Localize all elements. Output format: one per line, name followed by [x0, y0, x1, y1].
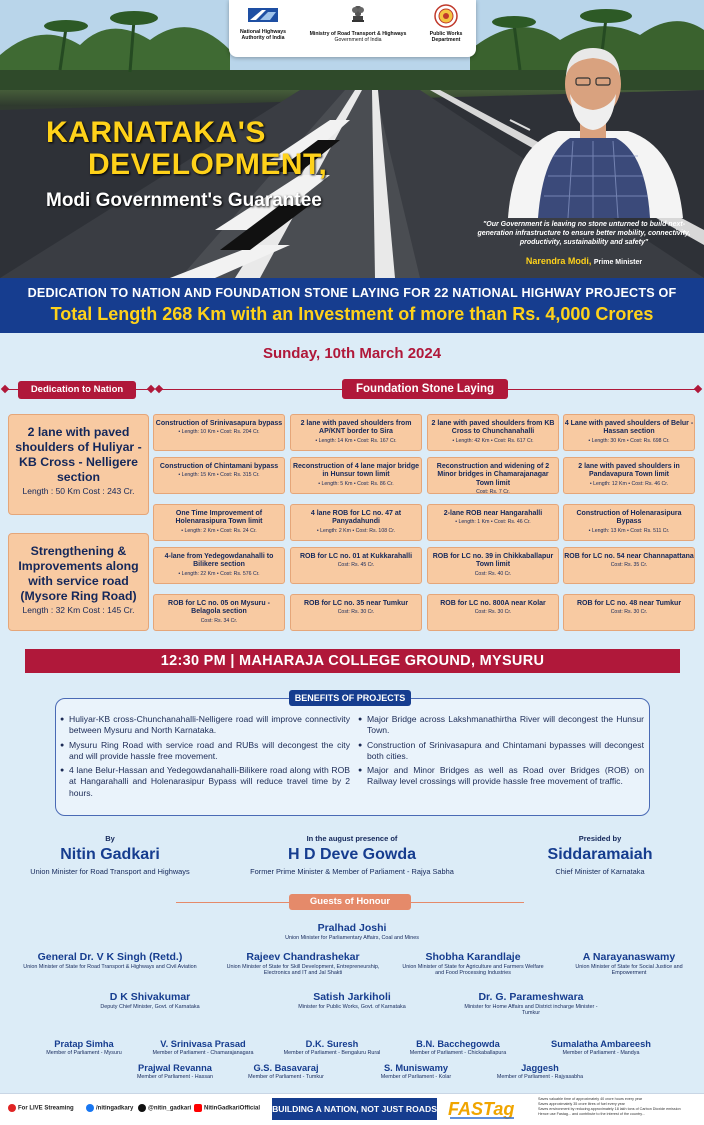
- guest-name: Rajeev Chandrashekar: [246, 951, 360, 963]
- guest-role: Union Minister of State for Skill Development, Entrepreneurship, Electronics and IT and Jal Shakti: [226, 964, 380, 977]
- guest-name: General Dr. V K Singh (Retd.): [37, 951, 183, 963]
- fastag-logo: [444, 1096, 536, 1122]
- guest-entry: [272, 991, 432, 1010]
- headline-title: [46, 117, 327, 181]
- foundation-title: 2-lane ROB near Hangarahalli: [443, 510, 543, 517]
- event-date: Sunday, 10th March 2024: [262, 345, 442, 362]
- twitter-handle: @nitin_gadkari: [148, 1105, 192, 1112]
- benefit-item: ● Construction of Srinivasapura and Chintamani bypasses will decongest both cities.: [358, 740, 644, 763]
- guest-name: Dr. G. Parameshwara: [478, 991, 584, 1003]
- guest-role: Member of Parliament - Chickaballapura: [409, 1050, 507, 1056]
- foundation-card: [563, 414, 695, 451]
- morth-sub: Government of India: [334, 37, 382, 43]
- karnataka-seal-icon: [434, 4, 458, 28]
- foundation-title: ROB for LC no. 54 near Channapattana: [564, 553, 694, 560]
- dignitary-kicker: In the august presence of: [306, 834, 398, 843]
- nhai-logo: [233, 4, 293, 41]
- foundation-card: [153, 547, 285, 584]
- dignitary-role: Chief Minister of Karnataka: [555, 867, 645, 876]
- benefit-item: ● Huliyar-KB cross-Chunchanahalli-Nelligere road will improve connectivity between Mysuru and North Karnataka.: [60, 714, 350, 737]
- foundation-meta: • Length: 2 Km • Cost: Rs. 108 Cr.: [316, 527, 396, 534]
- guests-divider-right: [411, 902, 524, 903]
- foundation-meta: Cost: Rs. 30 Cr.: [474, 609, 512, 616]
- dedication-meta: Length : 50 Km Cost : 243 Cr.: [22, 486, 135, 496]
- facebook-handle: /nitingadkary: [96, 1105, 134, 1112]
- morth-logo: [299, 4, 417, 43]
- twitter-link[interactable]: [138, 1104, 191, 1112]
- foundation-title: Construction of Holenarasipura Bypass: [576, 510, 682, 526]
- foundation-title: 4 lane ROB for LC no. 47 at Panyadahundi: [310, 510, 402, 526]
- dignitary-presence: [232, 834, 472, 876]
- guest-name: Prajwal Revanna: [138, 1063, 212, 1073]
- foundation-card: [290, 504, 422, 541]
- dignitary-chief-guest: [5, 834, 215, 876]
- foundation-card: [290, 547, 422, 584]
- pwd-logo: [419, 4, 473, 43]
- guests-divider-left: [176, 902, 289, 903]
- live-icon: [8, 1104, 16, 1112]
- benefit-item: ● 4 lane Belur-Hassan and Yedegowdanahalli-Bilikere road along with ROB at Hangarahalli and Holenarasipur Bypass will reduce travel time by 2 hours.: [60, 765, 350, 799]
- headline-subtitle: Modi Government's Guarantee: [46, 190, 322, 211]
- government-logos-panel: [229, 0, 476, 57]
- nhai-emblem-icon: [246, 4, 280, 26]
- foundation-title: Construction of Chintamani bypass: [159, 463, 279, 470]
- foundation-card: [290, 594, 422, 631]
- guest-role: Union Minister of State for Agriculture and Farmers Welfare and Food Processing Industries: [402, 964, 544, 977]
- banner-line1: DEDICATION TO NATION AND FOUNDATION STONE LAYING FOR 22 NATIONAL HIGHWAY PROJECTS OF: [27, 286, 677, 300]
- guest-entry: [272, 1039, 392, 1056]
- guest-role: Member of Parliament - Mandya: [562, 1050, 640, 1056]
- guest-entry: [356, 1063, 476, 1080]
- guest-entry: [480, 1063, 600, 1080]
- slogan-badge: BUILDING A NATION, NOT JUST ROADS: [272, 1098, 437, 1120]
- foundation-meta: • Length: 12 Km • Cost: Rs. 46 Cr.: [589, 480, 669, 487]
- dedication-label: Dedication to Nation: [18, 381, 136, 399]
- fastag-line: Saves approximately 35 crore litres of fuel every year: [538, 1102, 625, 1107]
- pm-quote-author: [468, 256, 700, 266]
- foundation-title: ROB for LC no. 800A near Kolar: [440, 600, 546, 607]
- benefits-left-column: [60, 714, 350, 802]
- guest-name: D.K. Suresh: [305, 1039, 359, 1049]
- foundation-meta: • Length: 10 Km • Cost: Rs. 204 Cr.: [178, 429, 260, 436]
- foundation-title: 2 lane with paved shoulders in Pandavapura Town limit: [578, 463, 680, 479]
- foundation-card: [290, 414, 422, 451]
- dignitary-name: Nitin Gadkari: [60, 846, 160, 863]
- foundation-meta: Cost: Rs. 30 Cr.: [610, 609, 648, 616]
- dignitary-role: Former Prime Minister & Member of Parliament - Rajya Sabha: [250, 867, 454, 876]
- benefit-item: ● Major Bridge across Lakshmanathirtha River will decongest the Hunsur Town.: [358, 714, 644, 737]
- live-streaming-link[interactable]: [8, 1104, 74, 1112]
- dedication-title: Strengthening & Improvements along with service road (Mysore Ring Road): [18, 544, 139, 603]
- guest-role: Deputy Chief Minister, Govt. of Karnataka: [100, 1004, 200, 1010]
- morth-name: Ministry of Road Transport & Highways: [309, 31, 407, 37]
- foundation-title: 2 lane with paved shoulders from KB Cross to Chunchanahalli: [431, 420, 555, 436]
- guest-role: Union Minister for Parliamentary Affairs, Coal and Mines: [285, 935, 419, 941]
- benefit-item: ● Mysuru Ring Road with service road and RUBs will decongest the city and will provide hassle free movement.: [60, 740, 350, 763]
- prime-minister-portrait-icon: [498, 36, 688, 218]
- guest-entry: [222, 922, 482, 941]
- guest-role: Union Minister of State for Road Transport & Highways and Civil Aviation: [23, 964, 197, 970]
- foundation-card: [427, 457, 559, 494]
- foundation-meta: • Length: 42 Km • Cost: Rs. 617 Cr.: [452, 437, 534, 444]
- guest-name: Shobha Karandlaje: [425, 951, 521, 963]
- guest-role: Member of Parliament - Tumkur: [248, 1074, 324, 1080]
- guest-role: Union Minister of State for Social Justice and Empowerment: [575, 964, 683, 977]
- foundation-card: [427, 594, 559, 631]
- pwd-name-line2: Department: [431, 37, 461, 43]
- foundation-title: ROB for LC no. 01 at Kukkarahalli: [299, 553, 413, 560]
- guest-name: D K Shivakumar: [109, 991, 191, 1003]
- divider-diamond: [1, 385, 9, 393]
- guest-entry: [456, 991, 606, 1017]
- foundation-card: [153, 504, 285, 541]
- foundation-title: ROB for LC no. 39 in Chikkaballapur Town limit: [432, 553, 554, 569]
- dignitary-name: H D Deve Gowda: [287, 846, 417, 863]
- national-emblem-icon: [350, 4, 366, 28]
- benefit-item: ● Major and Minor Bridges as well as Road over Bridges (ROB) on Railway level crossings will provide hassle free movement of traffic.: [358, 765, 644, 788]
- guest-name: S. Muniswamy: [383, 1063, 449, 1073]
- dignitary-role: Union Minister for Road Transport and Highways: [30, 867, 190, 876]
- dignitary-kicker: Presided by: [578, 834, 622, 843]
- divider-diamond: [694, 385, 702, 393]
- guest-name: G.S. Basavaraj: [253, 1063, 319, 1073]
- dignitary-name: Siddaramaiah: [547, 846, 653, 863]
- guest-entry: [226, 1063, 346, 1080]
- guest-name: Pratap Simha: [54, 1039, 114, 1049]
- foundation-title: Reconstruction of 4 lane major bridge in Hunsur town limit: [292, 463, 420, 479]
- foundation-card: [427, 414, 559, 451]
- dignitary-presiding: [500, 834, 700, 876]
- foundation-title: Reconstruction and widening of 2 Minor bridges in Chamarajanagar Town limit: [436, 463, 550, 487]
- facebook-link[interactable]: [86, 1104, 133, 1112]
- live-label: For LIVE Streaming: [18, 1105, 74, 1112]
- foundation-card: [563, 547, 695, 584]
- foundation-title: Construction of Srinivasapura bypass: [155, 420, 283, 427]
- guest-entry: [143, 1039, 263, 1056]
- foundation-title: ROB for LC no. 48 near Tumkur: [576, 600, 682, 607]
- guest-role: Minister for Home Affairs and District incharge Minister - Tumkur: [464, 1004, 598, 1017]
- foundation-title: ROB for LC no. 05 on Mysuru - Belagola section: [168, 600, 270, 616]
- foundation-meta: • Length: 30 Km • Cost: Rs. 698 Cr.: [588, 437, 670, 444]
- guest-entry: [398, 1039, 518, 1056]
- guest-role: Minister for Public Works, Govt. of Karnataka: [298, 1004, 406, 1010]
- pm-quote: "Our Government is leaving no stone unturned to build next-generation infrastructure to ensure better mobility, connectivity, productivity, sustainability and safety": [477, 221, 691, 246]
- guest-role: Member of Parliament - Chamarajanagara: [152, 1050, 254, 1056]
- dedication-title: 2 lane with paved shoulders of Huliyar - KB Cross - Nelligere section: [15, 425, 142, 484]
- foundation-meta: • Length: 5 Km • Cost: Rs. 86 Cr.: [318, 480, 394, 487]
- facebook-icon: [86, 1104, 94, 1112]
- benefits-right-column: [358, 714, 644, 791]
- foundation-card: [563, 504, 695, 541]
- foundation-meta: Cost: Rs. 45 Cr.: [337, 562, 375, 569]
- foundation-meta: Cost: Rs. 7 Cr.: [476, 489, 510, 496]
- guest-entry: [28, 1039, 140, 1056]
- fastag-wordmark: FASTag: [448, 1099, 515, 1119]
- guest-entry: [20, 951, 200, 970]
- venue-bar: 12:30 PM | MAHARAJA COLLEGE GROUND, MYSURU: [25, 649, 680, 673]
- foundation-title: 2 lane with paved shoulders from AP/KNT border to Sira: [300, 420, 412, 436]
- fastag-line: Saves environment by reducing approximately 18 lakh tons of Carbon Dioxide emission: [538, 1107, 681, 1112]
- dedication-meta: Length : 32 Km Cost : 145 Cr.: [22, 605, 135, 615]
- guest-name: V. Srinivasa Prasad: [160, 1039, 246, 1049]
- foundation-meta: • Length: 1 Km • Cost: Rs. 46 Cr.: [455, 519, 531, 526]
- foundation-title: ROB for LC no. 35 near Tumkur: [303, 600, 409, 607]
- guest-name: Pralhad Joshi: [317, 922, 387, 934]
- guest-entry: [558, 951, 700, 977]
- foundation-meta: • Length: 22 Km • Cost: Rs. 576 Cr.: [178, 570, 260, 577]
- headline-line2: DEVELOPMENT,: [88, 148, 328, 181]
- pm-name: Narendra Modi,: [525, 256, 592, 266]
- hero-banner: [0, 0, 704, 278]
- foundation-card: [427, 547, 559, 584]
- foundation-title: One Time Improvement of Holenarasipura Town limit: [175, 510, 263, 526]
- guest-role: Member of Parliament - Kolar: [380, 1074, 452, 1080]
- dedication-card: [8, 533, 149, 631]
- guest-entry: [536, 1039, 666, 1056]
- guest-name: B.N. Bacchegowda: [416, 1039, 500, 1049]
- headline-line1: KARNATAKA'S: [46, 116, 266, 149]
- guest-role: Member of Parliament - Bengaluru Rural: [283, 1050, 381, 1056]
- guest-entry: [70, 991, 230, 1010]
- guest-name: Sumalatha Ambareesh: [551, 1039, 651, 1049]
- guest-entry: [218, 951, 388, 977]
- foundation-label: Foundation Stone Laying: [342, 379, 508, 399]
- guest-entry: [398, 951, 548, 977]
- benefits-title: BENEFITS OF PROJECTS: [289, 690, 411, 706]
- divider-diamond: [155, 385, 163, 393]
- guests-of-honour-label: Guests of Honour: [289, 894, 411, 910]
- foundation-meta: • Length: 2 Km • Cost: Rs. 24 Cr.: [181, 527, 257, 534]
- dignitary-kicker: By: [105, 834, 115, 843]
- youtube-icon: [194, 1104, 202, 1112]
- nhai-name-line2: Authority of India: [241, 35, 285, 41]
- pwd-name-line1: Public Works: [429, 31, 463, 37]
- foundation-meta: Cost: Rs. 34 Cr.: [200, 617, 238, 624]
- youtube-link[interactable]: [194, 1104, 260, 1112]
- foundation-card: [153, 594, 285, 631]
- foundation-meta: • Length: 14 Km • Cost: Rs. 167 Cr.: [315, 437, 397, 444]
- guest-role: Member of Parliament - Hassan: [136, 1074, 214, 1080]
- nhai-name-line1: National Highways: [239, 29, 287, 35]
- foundation-title: 4-lane from Yedegowdanahalli to Bilikere section: [164, 553, 274, 569]
- foundation-meta: Cost: Rs. 35 Cr.: [610, 562, 648, 569]
- youtube-handle: NitinGadkariOfficial: [204, 1105, 261, 1112]
- foundation-card: [153, 457, 285, 494]
- fastag-line: Saves valuable time of approximately 40 crore hours every year: [538, 1097, 643, 1101]
- foundation-card: [153, 414, 285, 451]
- guest-name: A Narayanaswamy: [582, 951, 676, 963]
- guest-name: Satish Jarkiholi: [313, 991, 391, 1003]
- foundation-card: [563, 594, 695, 631]
- foundation-meta: • Length: 13 Km • Cost: Rs. 511 Cr.: [588, 527, 670, 534]
- foundation-title: 4 Lane with paved shoulders of Belur - Hassan section: [564, 420, 694, 436]
- foundation-card: [290, 457, 422, 494]
- banner-line2: Total Length 268 Km with an Investment of more than Rs. 4,000 Crores: [50, 304, 654, 324]
- x-twitter-icon: [138, 1104, 146, 1112]
- guest-role: Member of Parliament - Rajyasabha: [496, 1074, 584, 1080]
- guest-role: Member of Parliament - Mysuru: [46, 1050, 122, 1056]
- guest-entry: [115, 1063, 235, 1080]
- foundation-meta: Cost: Rs. 40 Cr.: [474, 570, 512, 577]
- foundation-meta: Cost: Rs. 30 Cr.: [337, 609, 375, 616]
- foundation-card: [427, 504, 559, 541]
- projects-banner: [0, 278, 704, 333]
- dedication-card: [8, 414, 149, 515]
- foundation-meta: • Length: 15 Km • Cost: Rs. 315 Cr.: [178, 472, 260, 479]
- foundation-card: [563, 457, 695, 494]
- fastag-benefits: [538, 1097, 702, 1117]
- fastag-line: Hence use Fastag... and contribute to the interest of the country...: [538, 1112, 645, 1117]
- guest-name: Jaggesh: [521, 1063, 559, 1073]
- pm-role: Prime Minister: [593, 259, 643, 266]
